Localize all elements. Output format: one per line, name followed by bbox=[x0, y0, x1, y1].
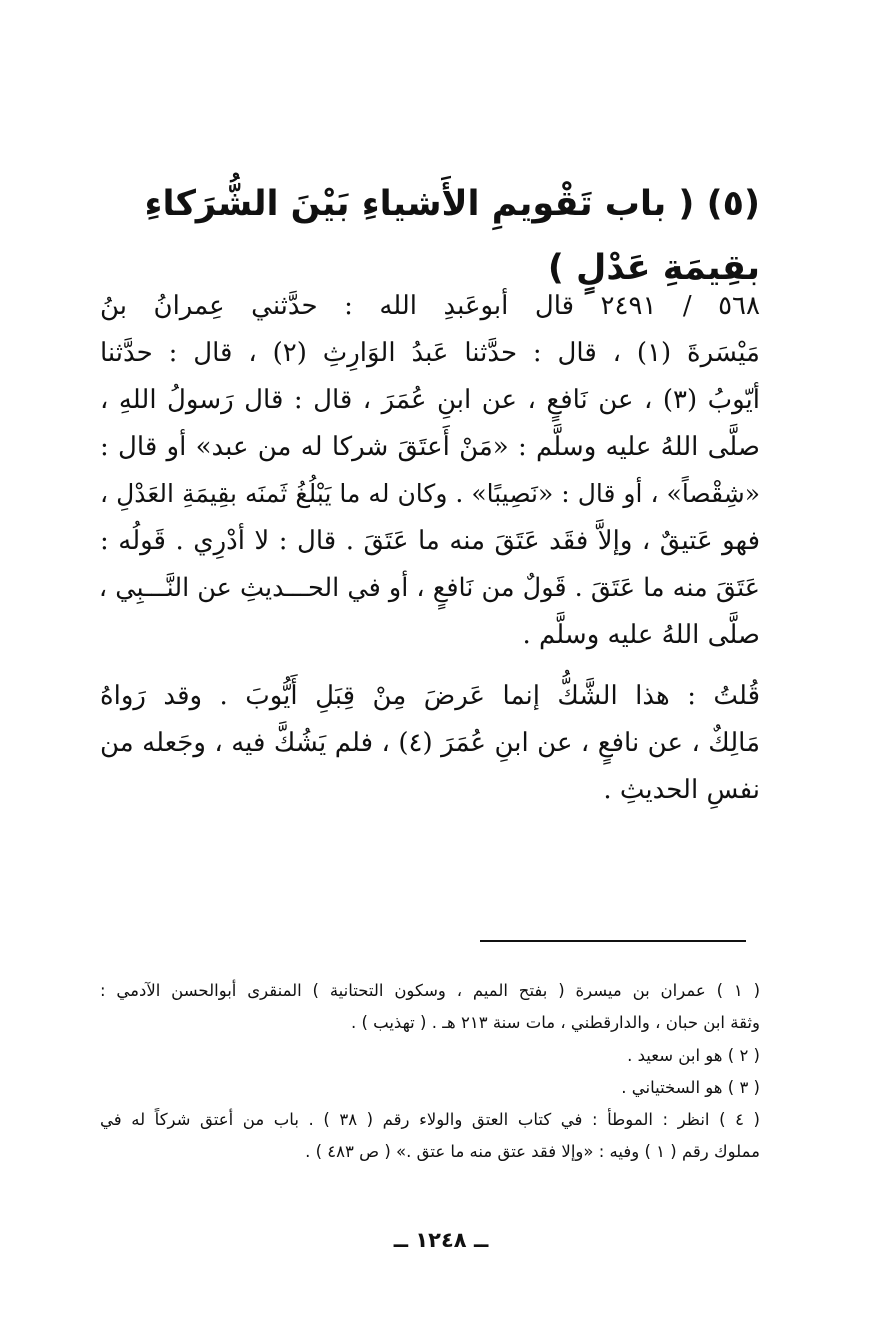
hadith-line: «شِقْصاً» ، أو قال : «نَصِيبًا» . وكان له ما يَبْلُغُ ثَمنَه بقِيمَةِ العَدْلِ ، bbox=[100, 479, 760, 508]
hadith-line: صلَّى اللهُ عليه وسلَّم . bbox=[522, 620, 760, 650]
hadith-line: فهو عَتيقٌ ، وإلاَّ فقَد عَتَقَ منه ما عَتَقَ . قال : لا أدْرِي . قَولُه : bbox=[100, 526, 760, 556]
hadith-line: صلَّى اللهُ عليه وسلَّم : «مَنْ أَعتَقَ شركا له من عبد» أو قال : bbox=[100, 432, 760, 462]
commentary-line: مَالِكٌ ، عن نافعٍ ، عن ابنِ عُمَرَ (٤) ، فلم يَشُكَّ فيه ، وجَعله من bbox=[100, 728, 760, 758]
commentary-line: نفسِ الحديثِ . bbox=[603, 775, 760, 805]
footnote-separator bbox=[480, 940, 746, 942]
hadith-line: ٥٦٨ / ٢٤٩١ قال أبوعَبدِ الله : حدَّثني عِمرانُ بنُ bbox=[100, 291, 760, 321]
footnote-line: وثقة ابن حبان ، والدارقطني ، مات سنة ٢١٣ هـ . ( تهذيب ) . bbox=[350, 1013, 760, 1032]
page-number: ــ ١٢٤٨ ــ bbox=[393, 1228, 489, 1252]
commentary-line: قُلتُ : هذا الشَّكُّ إنما عَرضَ مِنْ قِبَلِ أَيُّوبَ . وقد رَواهُ bbox=[100, 681, 760, 711]
hadith-line: مَيْسَرةَ (١) ، قال : حدَّثنا عَبدُ الوَارِثِ (٢) ، قال : حدَّثنا bbox=[100, 338, 760, 368]
footnote-line: ( ٤ ) انظر : الموطأ : في كتاب العتق والولاء رقم ( ٣٨ ) . باب من أعتق شركاً له في bbox=[100, 1110, 760, 1129]
footnote-line: مملوك رقم ( ١ ) وفيه : «وإلا فقد عتق منه ما عتق .» ( ص ٤٨٣ ) . bbox=[305, 1142, 760, 1161]
footnote-line: ( ٣ ) هو السختياني . bbox=[621, 1078, 760, 1097]
hadith-line: أيّوبُ (٣) ، عن نَافعٍ ، عن ابنِ عُمَرَ ، قال : قال رَسولُ اللهِ ، bbox=[100, 385, 760, 415]
footnote-line: ( ١ ) عمران بن ميسرة ( بفتح الميم ، وسكون التحتانية ) المنقرى أبوالحسن الآدمي : bbox=[100, 981, 761, 1000]
hadith-line: عَتَقَ منه ما عَتَقَ . قَولٌ من نَافعٍ ، أو في الحـــديثِ عن النَّـــبِي ، bbox=[98, 573, 760, 603]
footnote-line: ( ٢ ) هو ابن سعيد . bbox=[627, 1046, 760, 1065]
chapter-title: (٥) ( باب تَقْويمِ الأَشياءِ بَيْنَ الشُّرَكاءِ بقِيمَةِ عَدْلٍ ) bbox=[144, 184, 760, 288]
